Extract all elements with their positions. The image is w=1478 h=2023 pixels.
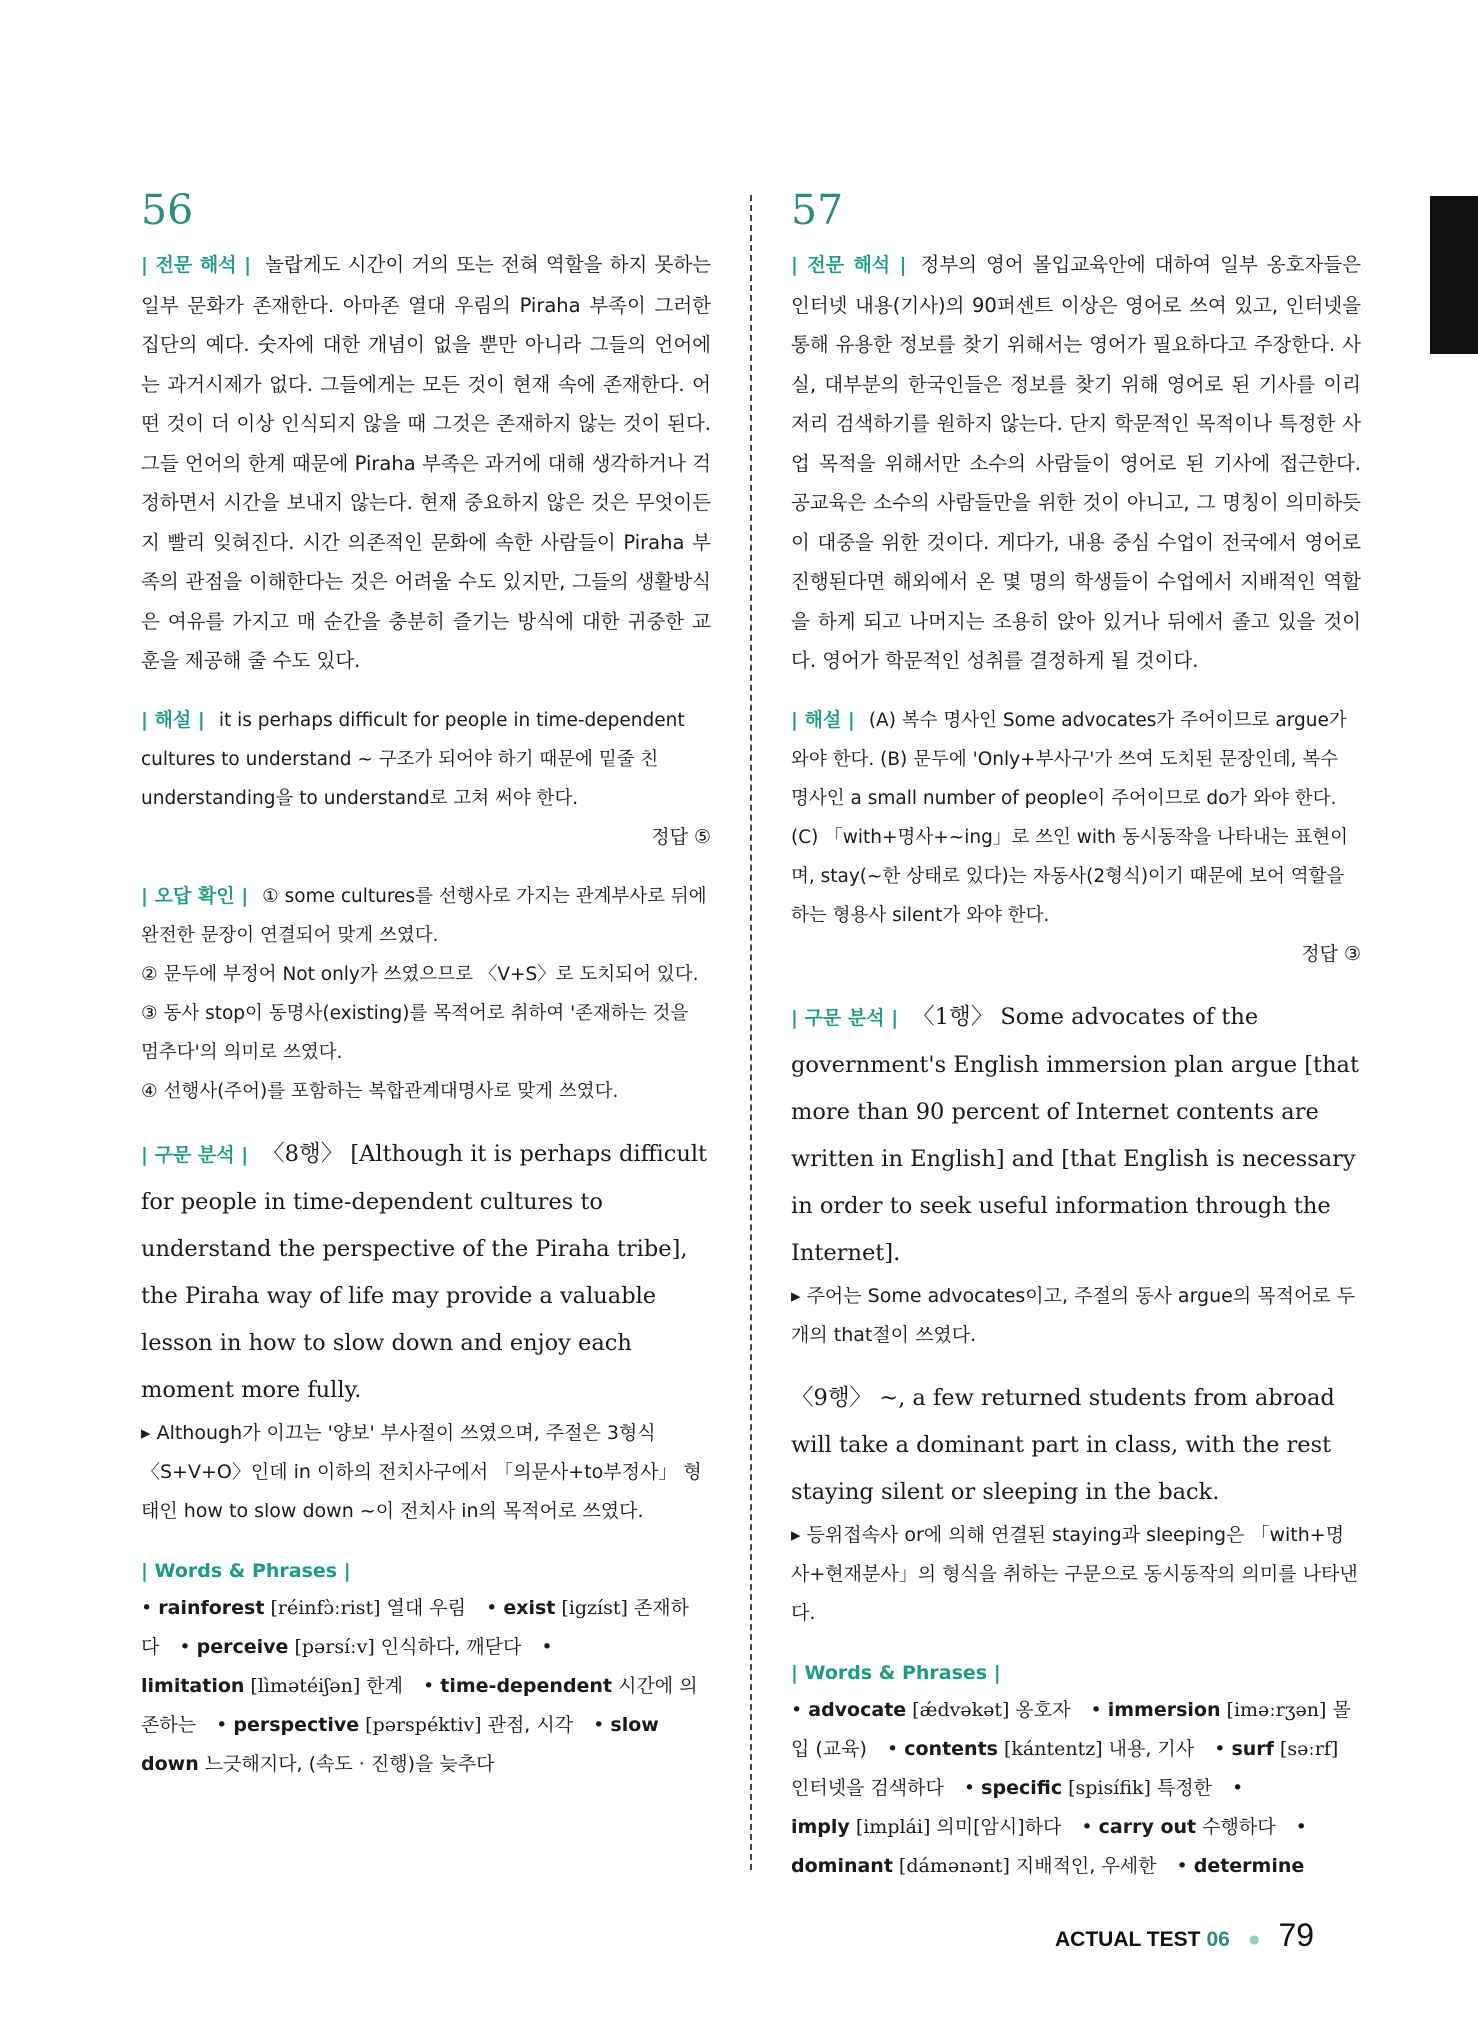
- wrong-check-item: ④ 선행사(주어)를 포함하는 복합관계대명사로 맞게 쓰였다.: [141, 1080, 619, 1102]
- words-phrases-title: | Words & Phrases |: [141, 1559, 351, 1582]
- word-meaning: 인식하다, 깨닫다: [380, 1635, 522, 1658]
- word-meaning: 열대 우림: [386, 1596, 467, 1619]
- word-entry: • perceive [pərsíːv] 인식하다, 깨닫다: [179, 1635, 522, 1658]
- question-number: 57: [791, 186, 844, 234]
- translation-label: | 전문 해석 |: [791, 254, 907, 276]
- question-number: 56: [141, 186, 194, 234]
- translation-text: 놀랍게도 시간이 거의 또는 전혀 역할을 하지 못하는 일부 문화가 존재한다. 아마존 열대 우림의 Piraha 부족이 그러한 집단의 예다. 숫자에 대한 개념이 없을 뿐만 아니라 그들의 언어에는 과거시제가 없다. 그들에게는 모든 것이 현재 속에 존재한다. 어떤 것이 더 이상 인식되지 않을 때 그것은 존재하지 않는 것이 된다. 그들 언어의 한계 때문에 Piraha 부족은 과거에 대해 생각하거나 걱정하면서 시간을 보내지 않는다. 현재 중요하지 않은 것은 무엇이든지 빨리 잊혀진다. 시간 의존적인 문화에 속한 사람들이 Piraha 부족의 관점을 이해한다는 것은 어려울 수도 있지만, 그들의 생활방식은 여유를 가지고 매 순간을 충분히 즐기는 방식에 대한 귀중한 교훈을 제공해 줄 수도 있다.: [141, 253, 711, 672]
- word-meaning: 지배적인, 우세한: [1015, 1854, 1157, 1877]
- word-term: perspective: [233, 1713, 360, 1736]
- section-tab: [1430, 196, 1478, 354]
- explanation-text: it is perhaps difficult for people in time-dependent cultures to understand ~ 구조가 되어야 하기 때문에 밑줄 친 understanding을 to understand로 고쳐 써야 한다.: [141, 709, 685, 809]
- word-meaning: 느긋해지다, (속도 · 진행)을 늦추다: [204, 1752, 495, 1775]
- word-meaning: 특정한: [1156, 1776, 1212, 1799]
- word-entry: • carry out 수행하다: [1081, 1815, 1276, 1838]
- wrong-check-label: | 오답 확인 |: [141, 884, 249, 907]
- word-entry: • time-dependent 시간에 의존하는: [141, 1674, 698, 1736]
- translation-text: 정부의 영어 몰입교육안에 대하여 일부 옹호자들은 인터넷 내용(기사)의 90퍼센트 이상은 영어로 쓰여 있고, 인터넷을 통해 유용한 정보를 찾기 위해서는 영어가 필요하다고 주장한다. 사실, 대부분의 한국인들은 정보를 찾기 위해 영어로 된 기사를 이리저리 검색하기를 원하지 않는다. 단지 학문적인 목적이나 특정한 사업 목적을 위해서만 소수의 사람들이 영어로 된 기사에 접근한다. 공교육은 소수의 사람들만을 위한 것이 아니고, 그 명칭이 의미하듯이 대중을 위한 것이다. 게다가, 내용 중심 수업이 전국에서 영어로 진행된다면 해외에서 온 몇 명의 학생들이 수업에서 지배적인 역할을 하게 되고 나머지는 조용히 앉아 있거나 뒤에서 졸고 있을 것이다. 영어가 학문적인 성취를 결정하게 될 것이다.: [791, 253, 1361, 672]
- wrong-check-item: ① some cultures를 선행사로 가지는 관계부사로 뒤에 완전한 문장이 연결되어 맞게 쓰였다.: [141, 885, 707, 946]
- word-entry: • contents [kántentz] 내용, 기사: [886, 1737, 1195, 1760]
- word-pronunciation: [pərspéktiv]: [365, 1713, 482, 1736]
- word-entry: • immersion [iməːrʒən] 몰입 (교육): [791, 1698, 1351, 1760]
- structure-line-ref: 〈1행〉: [912, 1003, 994, 1030]
- words-phrases-title: | Words & Phrases |: [791, 1661, 1001, 1684]
- structure-label: | 구문 분석 |: [791, 1006, 899, 1029]
- word-entry: • limitation [lìmətéiʃən] 한계: [141, 1635, 553, 1697]
- word-meaning: 옹호자: [1015, 1698, 1071, 1721]
- word-entry: • imply [implái] 의미[암시]하다: [791, 1776, 1244, 1838]
- words-list: [141, 1589, 711, 1784]
- word-pronunciation: [kántentz]: [1003, 1737, 1103, 1760]
- word-meaning: 몰입 (교육): [791, 1698, 1351, 1760]
- word-meaning: 내용, 기사: [1108, 1737, 1195, 1760]
- structure-analysis: [791, 1375, 1361, 1516]
- structure-sentence: [Although it is perhaps difficult for people in time-dependent cultures to understand the perspective of the Piraha tribe], the Piraha way of life may provide a valuable lesson in how to slow down and enjoy each moment more fully.: [141, 1140, 708, 1403]
- word-entry: • perspective [pərspéktiv] 관점, 시각: [216, 1713, 574, 1736]
- structure-analysis: [791, 994, 1361, 1277]
- word-meaning: 수행하다: [1202, 1815, 1276, 1838]
- wrong-check-item: ② 문두에 부정어 Not only가 쓰였으므로 〈V+S〉로 도치되어 있다.: [141, 963, 699, 985]
- word-pronunciation: [réinfɔ̀ːrist]: [270, 1596, 381, 1619]
- word-term: limitation: [141, 1674, 245, 1697]
- explanation-label: | 해설 |: [141, 708, 205, 731]
- explanation-paragraph: [791, 701, 1361, 935]
- word-meaning: 존재하다: [141, 1596, 689, 1658]
- word-entry: • specific [spisífik] 특정한: [963, 1776, 1212, 1799]
- word-pronunciation: [dámənənt]: [898, 1854, 1010, 1877]
- words-list: [791, 1691, 1361, 1886]
- translation-label: | 전문 해석 |: [141, 254, 252, 276]
- page-number: 79: [1278, 1917, 1315, 1953]
- word-term: specific: [981, 1776, 1063, 1799]
- question-57-column: [791, 186, 1361, 1886]
- word-pronunciation: [ǽdvəkət]: [912, 1698, 1010, 1721]
- word-term: time-dependent: [440, 1674, 613, 1697]
- word-meaning: 시간에 의존하는: [141, 1674, 698, 1736]
- word-pronunciation: [iməːrʒən]: [1226, 1698, 1327, 1721]
- structure-line-ref: 〈8행〉: [262, 1140, 344, 1167]
- word-entry: • advocate [ǽdvəkət] 옹호자: [791, 1698, 1071, 1721]
- translation-paragraph: [141, 245, 711, 681]
- word-pronunciation: [səːrf]: [1279, 1737, 1339, 1760]
- answer-text: 정답 ⑤: [651, 825, 711, 848]
- wrong-check-item: ③ 동사 stop이 동명사(existing)를 목적어로 취하여 '존재하는 것을 멈추다'의 의미로 쓰였다.: [141, 1002, 689, 1063]
- word-entry: • rainforest [réinfɔ̀ːrist] 열대 우림: [141, 1596, 467, 1619]
- explanation-text: (A) 복수 명사인 Some advocates가 주어이므로 argue가 와야 한다. (B) 문두에 'Only+부사구'가 쓰여 도치된 문장인데, 복수 명사인 a small number of people이 주어이므로 do가 와야 한다. (C) 「with+명사+~ing」로 쓰인 with 동시동작을 나타내는 표현이며, stay(~한 상태로 있다)는 자동사(2형식)이기 때문에 보어 역할을 하는 형용사 silent가 와야 한다.: [791, 709, 1349, 926]
- word-term: perceive: [196, 1635, 289, 1658]
- word-meaning: 관점, 시각: [487, 1713, 574, 1736]
- answer-text: 정답 ③: [1301, 942, 1361, 965]
- word-term: exist: [503, 1596, 556, 1619]
- word-term: carry out: [1098, 1815, 1197, 1838]
- word-entry: • slow down 느긋해지다, (속도 · 진행)을 늦추다: [141, 1713, 659, 1775]
- word-entry: • dominant [dámənənt] 지배적인, 우세한: [791, 1815, 1307, 1877]
- word-pronunciation: [implái]: [855, 1815, 931, 1838]
- question-56-column: [141, 186, 711, 1784]
- word-term: contents: [904, 1737, 998, 1760]
- footer-dot-icon: ●: [1247, 1928, 1261, 1951]
- word-entry: • surf [səːrf]인터넷을 검색하다: [791, 1737, 1339, 1799]
- word-term: immersion: [1107, 1698, 1221, 1721]
- word-term: slow down: [141, 1713, 659, 1775]
- word-term: imply: [791, 1815, 850, 1838]
- structure-label: | 구문 분석 |: [141, 1143, 249, 1166]
- structure-line-ref: 〈9행〉: [791, 1384, 873, 1411]
- word-pronunciation: [lìmətéiʃən]: [250, 1674, 361, 1697]
- explanation-label: | 해설 |: [791, 708, 855, 731]
- word-pronunciation: [igzíst]: [561, 1596, 628, 1619]
- structure-note: ▸ 주어는 Some advocates이고, 주절의 동사 argue의 목적어로 두 개의 that절이 쓰였다.: [791, 1284, 1356, 1346]
- structure-analysis: [141, 1131, 711, 1414]
- word-pronunciation: [pərsíːv]: [294, 1635, 375, 1658]
- word-entry: • determine: [1176, 1854, 1305, 1877]
- wrong-answer-check: [141, 877, 711, 955]
- structure-note: ▸ 등위접속사 or에 의해 연결된 staying과 sleeping은 「with+명사+현재분사」의 형식을 취하는 구문으로 동시동작의 의미를 나타낸다.: [791, 1523, 1358, 1624]
- word-term: advocate: [808, 1698, 907, 1721]
- test-label: ACTUAL TEST: [1055, 1928, 1201, 1951]
- word-pronunciation: [spisífik]: [1068, 1776, 1151, 1799]
- explanation-paragraph: [141, 701, 711, 818]
- translation-paragraph: [791, 245, 1361, 681]
- word-meaning: 한계: [366, 1674, 403, 1697]
- structure-sentence: ~, a few returned students from abroad will take a dominant part in class, with the rest staying silent or sleeping in the back.: [791, 1384, 1335, 1505]
- page-footer: [1055, 1917, 1314, 1954]
- word-term: surf: [1231, 1737, 1274, 1760]
- word-entry: • exist [igzíst] 존재하다: [141, 1596, 689, 1658]
- word-meaning: 인터넷을 검색하다: [791, 1776, 944, 1799]
- test-number: 06: [1206, 1928, 1230, 1951]
- word-term: dominant: [791, 1854, 893, 1877]
- structure-sentence: Some advocates of the government's English immersion plan argue [that more than 90 percent of Internet contents are written in English] and [that English is necessary in order to seek useful information through the Internet].: [791, 1003, 1360, 1266]
- word-term: rainforest: [158, 1596, 265, 1619]
- structure-note: ▸ Although가 이끄는 '양보' 부사절이 쓰였으며, 주절은 3형식 〈S+V+O〉인데 in 이하의 전치사구에서 「의문사+to부정사」 형태인 how to slow down ~이 전치사 in의 목적어로 쓰였다.: [141, 1421, 702, 1522]
- column-divider: [750, 195, 752, 1870]
- word-meaning: 의미[암시]하다: [936, 1815, 1062, 1838]
- word-term: determine: [1193, 1854, 1305, 1877]
